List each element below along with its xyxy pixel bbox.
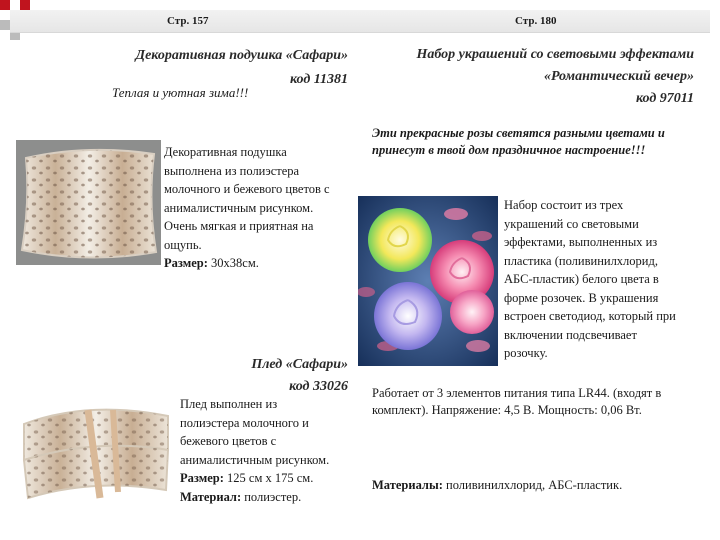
desc-line: Плед выполнен из (180, 397, 278, 411)
material-value: полиэстер. (244, 489, 302, 504)
product3-title-line: Набор украшений со световыми эффектами (416, 47, 694, 62)
roses-intro (372, 125, 692, 159)
blanket-image (18, 380, 173, 505)
desc-line: розочку. (504, 346, 548, 360)
product1-description (164, 143, 354, 273)
desc-line: встроен светодиод, который при (504, 309, 676, 323)
product1-tagline: Теплая и уютная зима!!! (112, 85, 249, 100)
product3-title-line: «Романтический вечер» (544, 69, 694, 84)
product3-code: код 97011 (635, 91, 694, 106)
power-line: комплект). Напряжение: 4,5 В. Мощность: 0,06 Вт. (372, 403, 642, 417)
material-label: Материал: (180, 489, 242, 504)
desc-line: украшений со световыми (504, 216, 639, 231)
product3-title (416, 44, 694, 110)
desc-line: включении подсвечивает (504, 327, 637, 342)
materials-info (372, 476, 707, 495)
pillow-image (16, 140, 161, 265)
product1-title-line: Декоративная подушка «Сафари» (135, 48, 348, 63)
materials-value: поливинилхлорид, АБС-пластик. (446, 478, 623, 492)
intro-line: принесут в твой дом праздничное настроение!!! (372, 143, 646, 157)
page-number-left: Стр. 157 (167, 15, 209, 27)
desc-line: эффектами, выполненных из (504, 235, 658, 249)
materials-label: Материалы: (372, 478, 443, 492)
header-bar (10, 10, 710, 33)
page-number-right: Стр. 180 (515, 15, 557, 27)
product2-description (180, 395, 360, 506)
roses-image (358, 196, 498, 366)
size-value: 30х38см. (211, 256, 259, 270)
desc-line: бежевого цветов с (180, 434, 277, 448)
product2-code: код 33026 (289, 379, 348, 394)
desc-line: молочного и бежевого цветов с (164, 182, 330, 196)
desc-line: анималистичным рисунком. (180, 452, 330, 467)
desc-line: Очень мягкая и приятная на (164, 219, 314, 233)
product2-material (180, 488, 360, 507)
desc-line: пластика (поливинилхлорид, (504, 253, 658, 268)
desc-line: Декоративная подушка (164, 145, 287, 159)
product1-code: код 11381 (289, 72, 348, 87)
power-line: Работает от 3 элементов питания типа LR44. (входят в (372, 386, 662, 400)
desc-line: АБС-пластик) белого цвета в (504, 272, 659, 286)
size-label: Размер: (164, 256, 208, 270)
product2-size (180, 469, 360, 488)
size-label: Размер: (180, 471, 224, 485)
desc-line: Набор состоит из трех (504, 198, 624, 212)
intro-line: Эти прекрасные розы светятся разными цветами и (372, 126, 665, 140)
size-value: 125 см х 175 см. (227, 471, 314, 485)
desc-line: выполнена из полиэстера (164, 163, 300, 178)
desc-line: анималистичным рисунком. (164, 200, 314, 215)
desc-line: полиэстера молочного и (180, 415, 309, 430)
product2-title-line: Плед «Сафари» (251, 357, 348, 372)
product2-title (251, 354, 348, 398)
power-info (372, 385, 707, 419)
desc-line: ощупь. (164, 237, 202, 252)
set-description (504, 196, 709, 363)
desc-line: форме розочек. В украшения (504, 290, 659, 305)
product1-size (164, 254, 354, 273)
